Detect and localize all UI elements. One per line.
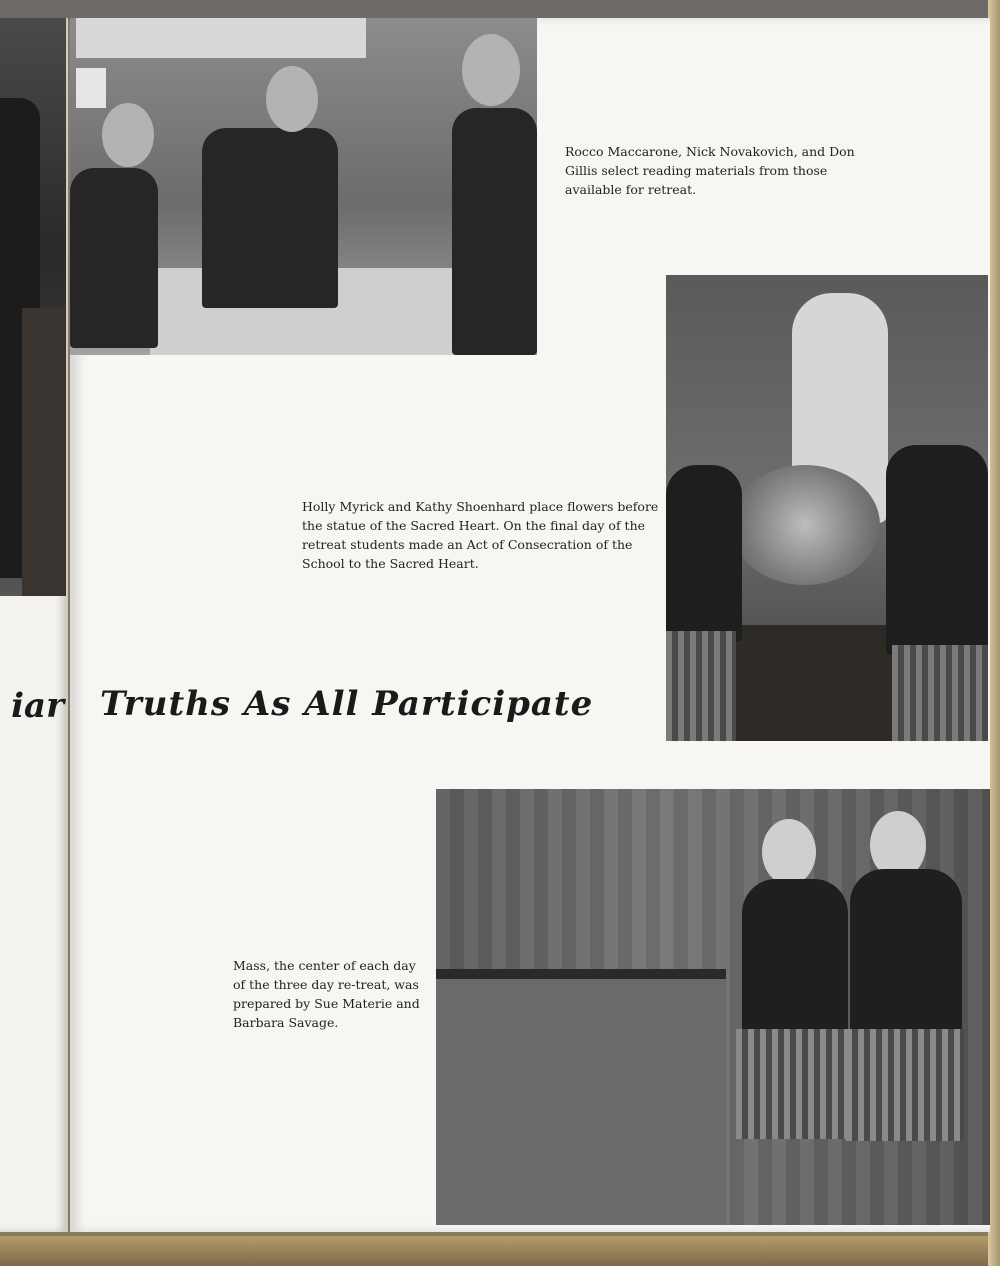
caption-mass-preparation: Mass, the center of each day of the three day re-treat, was prepared by Sue Materie and Barbara Savage. xyxy=(233,958,420,1030)
photo-table xyxy=(732,625,912,741)
photo-girl-right xyxy=(886,445,988,655)
caption-reading-materials: Rocco Maccarone, Nick Novakovich, and Don Gillis select reading materials from those available for retreat. xyxy=(565,144,855,197)
photo-girl-left xyxy=(742,879,848,1039)
photo-flowers xyxy=(730,465,880,585)
left-page-title-fragment: iar xyxy=(11,686,64,726)
photo-student-left-head xyxy=(102,103,154,167)
page-title: Truths As All Participate xyxy=(100,684,594,724)
photo-girl-left xyxy=(666,465,742,641)
backdrop-bottom xyxy=(0,1236,1000,1266)
photo-girl-right xyxy=(850,869,962,1039)
photo-sacred-heart-statue xyxy=(666,275,988,741)
backdrop-top xyxy=(0,0,1000,20)
right-page xyxy=(70,18,990,1232)
photo-student-left xyxy=(70,168,158,348)
photo-mass-preparation xyxy=(436,789,990,1225)
photo-bulletin-board xyxy=(76,18,366,58)
photo-student-center xyxy=(202,128,338,308)
photo-notice-sign xyxy=(76,68,106,108)
photo-student-center-head xyxy=(266,66,318,132)
caption-sacred-heart: Holly Myrick and Kathy Shoenhard place flowers before the statue of the Sacred Heart. On the final day of the retreat students made an Act of Consecration of the School to the Sacred Heart. xyxy=(302,499,659,571)
photo-girl-right-skirt xyxy=(846,1029,964,1141)
photo-girl-right-skirt xyxy=(892,645,988,741)
photo-girl-left-skirt xyxy=(736,1029,846,1139)
left-page-photo xyxy=(0,18,66,596)
photo-altar xyxy=(436,969,726,1225)
photo-student-right-head xyxy=(462,34,520,106)
left-page xyxy=(0,18,68,1232)
photo-reading-materials xyxy=(70,18,537,355)
photo-student-right xyxy=(452,108,537,355)
photo-girl-left-skirt xyxy=(666,631,736,741)
photo-desk xyxy=(22,308,66,596)
photo-girl-left-face xyxy=(762,819,816,885)
